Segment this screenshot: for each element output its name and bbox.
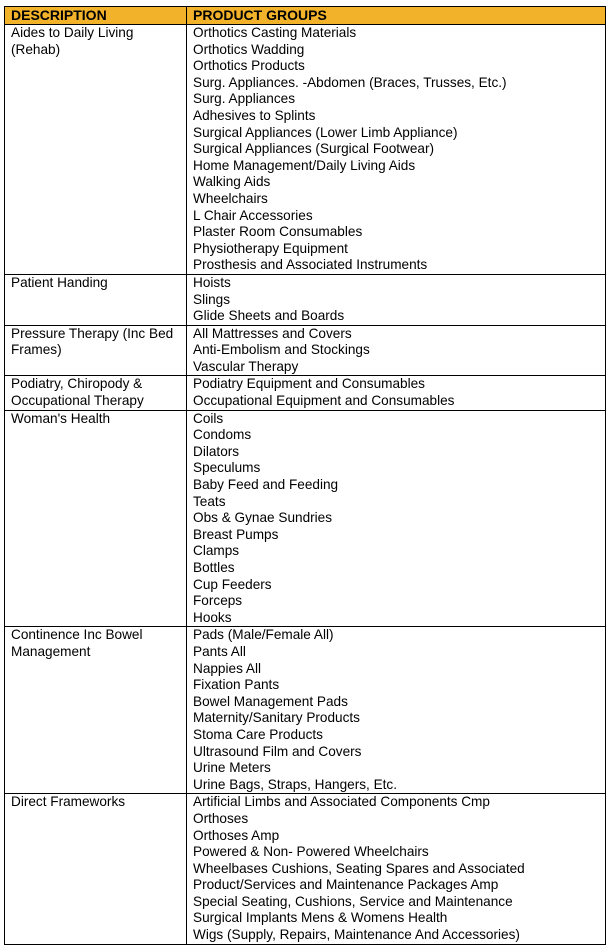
product-group-item: All Mattresses and Covers — [193, 325, 352, 341]
table-row — [5, 325, 606, 376]
product-group-item: Podiatry Equipment and Consumables — [193, 376, 425, 392]
product-group-item: Bowel Management Pads — [193, 693, 348, 709]
product-group-item: L Chair Accessories — [193, 207, 313, 223]
description-text: Podiatry, Chiropody & Occupational Therapy — [11, 376, 144, 409]
product-group-item: Forceps — [193, 593, 243, 609]
product-group-item: Coils — [193, 410, 224, 426]
header-description: DESCRIPTION — [5, 7, 187, 25]
product-group-item: Urine Bags, Straps, Hangers, Etc. — [193, 776, 397, 792]
product-group-item: Hoists — [193, 274, 231, 290]
product-group-item: Obs & Gynae Sundries — [193, 510, 333, 526]
product-groups-cell — [187, 627, 606, 794]
product-groups-table-container — [4, 6, 605, 945]
description-text: Woman's Health — [11, 410, 111, 426]
product-group-item: Vascular Therapy — [193, 358, 299, 374]
product-group-item: Condoms — [193, 427, 252, 443]
product-group-item: Orthotics Wadding — [193, 41, 305, 57]
product-group-item: Cup Feeders — [193, 576, 272, 592]
table-body — [5, 25, 606, 945]
product-group-item: Wheelbases Cushions, Seating Spares and Associated — [193, 860, 525, 876]
description-cell — [5, 627, 187, 794]
description-cell — [5, 410, 187, 627]
description-cell — [5, 274, 187, 325]
product-group-item: Powered & Non- Powered Wheelchairs — [193, 844, 429, 860]
product-groups-cell — [187, 376, 606, 410]
description-text: Continence Inc Bowel Management — [11, 627, 143, 659]
product-group-item: Walking Aids — [193, 174, 271, 190]
product-groups-cell — [187, 794, 606, 944]
product-group-item: Product/Services and Maintenance Packages Amp — [193, 877, 499, 893]
product-groups-table — [4, 6, 606, 945]
table-row — [5, 410, 606, 627]
product-group-item: Glide Sheets and Boards — [193, 308, 345, 324]
product-group-item: Wheelchairs — [193, 190, 268, 206]
product-groups-cell — [187, 25, 606, 275]
header-product-groups: PRODUCT GROUPS — [187, 7, 606, 25]
product-group-item: Orthoses — [193, 810, 249, 826]
product-group-item: Breast Pumps — [193, 526, 279, 542]
product-group-item: Home Management/Daily Living Aids — [193, 157, 416, 173]
header-row — [5, 7, 606, 25]
product-group-item: Pads (Male/Female All) — [193, 627, 334, 643]
product-group-item: Surg. Appliances — [193, 91, 296, 107]
product-group-item: Physiotherapy Equipment — [193, 240, 348, 256]
product-group-item: Baby Feed and Feeding — [193, 477, 339, 493]
product-group-item: Hooks — [193, 609, 232, 625]
description-text: Patient Handing — [11, 274, 108, 290]
product-group-item: Surgical Appliances (Lower Limb Appliance) — [193, 124, 458, 140]
description-cell — [5, 25, 187, 275]
product-group-item: Anti-Embolism and Stockings — [193, 342, 370, 358]
product-group-item: Orthotics Casting Materials — [193, 25, 357, 40]
product-group-item: Fixation Pants — [193, 677, 280, 693]
description-text: Pressure Therapy (Inc Bed Frames) — [11, 325, 174, 358]
product-group-item: Occupational Equipment and Consumables — [193, 393, 455, 409]
description-cell — [5, 325, 187, 376]
description-text: Aides to Daily Living (Rehab) — [11, 25, 134, 57]
product-group-item: Bottles — [193, 560, 235, 575]
product-groups-cell — [187, 274, 606, 325]
product-groups-cell — [187, 410, 606, 627]
product-group-item: Prosthesis and Associated Instruments — [193, 257, 428, 273]
product-group-item: Stoma Care Products — [193, 726, 323, 742]
product-group-item: Maternity/Sanitary Products — [193, 710, 360, 726]
product-group-item: Artificial Limbs and Associated Components Cmp — [193, 794, 490, 810]
product-group-item: Clamps — [193, 543, 240, 559]
table-row — [5, 376, 606, 410]
product-group-item: Nappies All — [193, 660, 262, 676]
product-group-item: Adhesives to Splints — [193, 107, 316, 123]
table-row — [5, 794, 606, 944]
product-group-item: Speculums — [193, 460, 261, 476]
description-text: Direct Frameworks — [11, 794, 126, 810]
table-row — [5, 627, 606, 794]
product-group-item: Dilators — [193, 443, 240, 459]
product-group-item: Pants All — [193, 643, 246, 659]
description-cell — [5, 794, 187, 944]
product-group-item: Surg. Appliances. -Abdomen (Braces, Trusses, Etc.) — [193, 74, 507, 90]
table-row — [5, 274, 606, 325]
product-group-item: Plaster Room Consumables — [193, 224, 363, 240]
table-row — [5, 25, 606, 275]
product-group-item: Orthotics Products — [193, 58, 305, 74]
product-group-item: Urine Meters — [193, 760, 271, 776]
product-group-item: Teats — [193, 493, 226, 509]
product-group-item: Special Seating, Cushions, Service and Maintenance — [193, 893, 513, 909]
description-cell — [5, 376, 187, 410]
product-group-item: Ultrasound Film and Covers — [193, 743, 362, 759]
product-group-item: Orthoses Amp — [193, 827, 280, 843]
product-group-item: Slings — [193, 291, 231, 307]
product-groups-cell — [187, 325, 606, 376]
product-group-item: Surgical Implants Mens & Womens Health — [193, 910, 448, 926]
product-group-item: Wigs (Supply, Repairs, Maintenance And Accessories) — [193, 927, 520, 943]
product-group-item: Surgical Appliances (Surgical Footwear) — [193, 141, 435, 157]
